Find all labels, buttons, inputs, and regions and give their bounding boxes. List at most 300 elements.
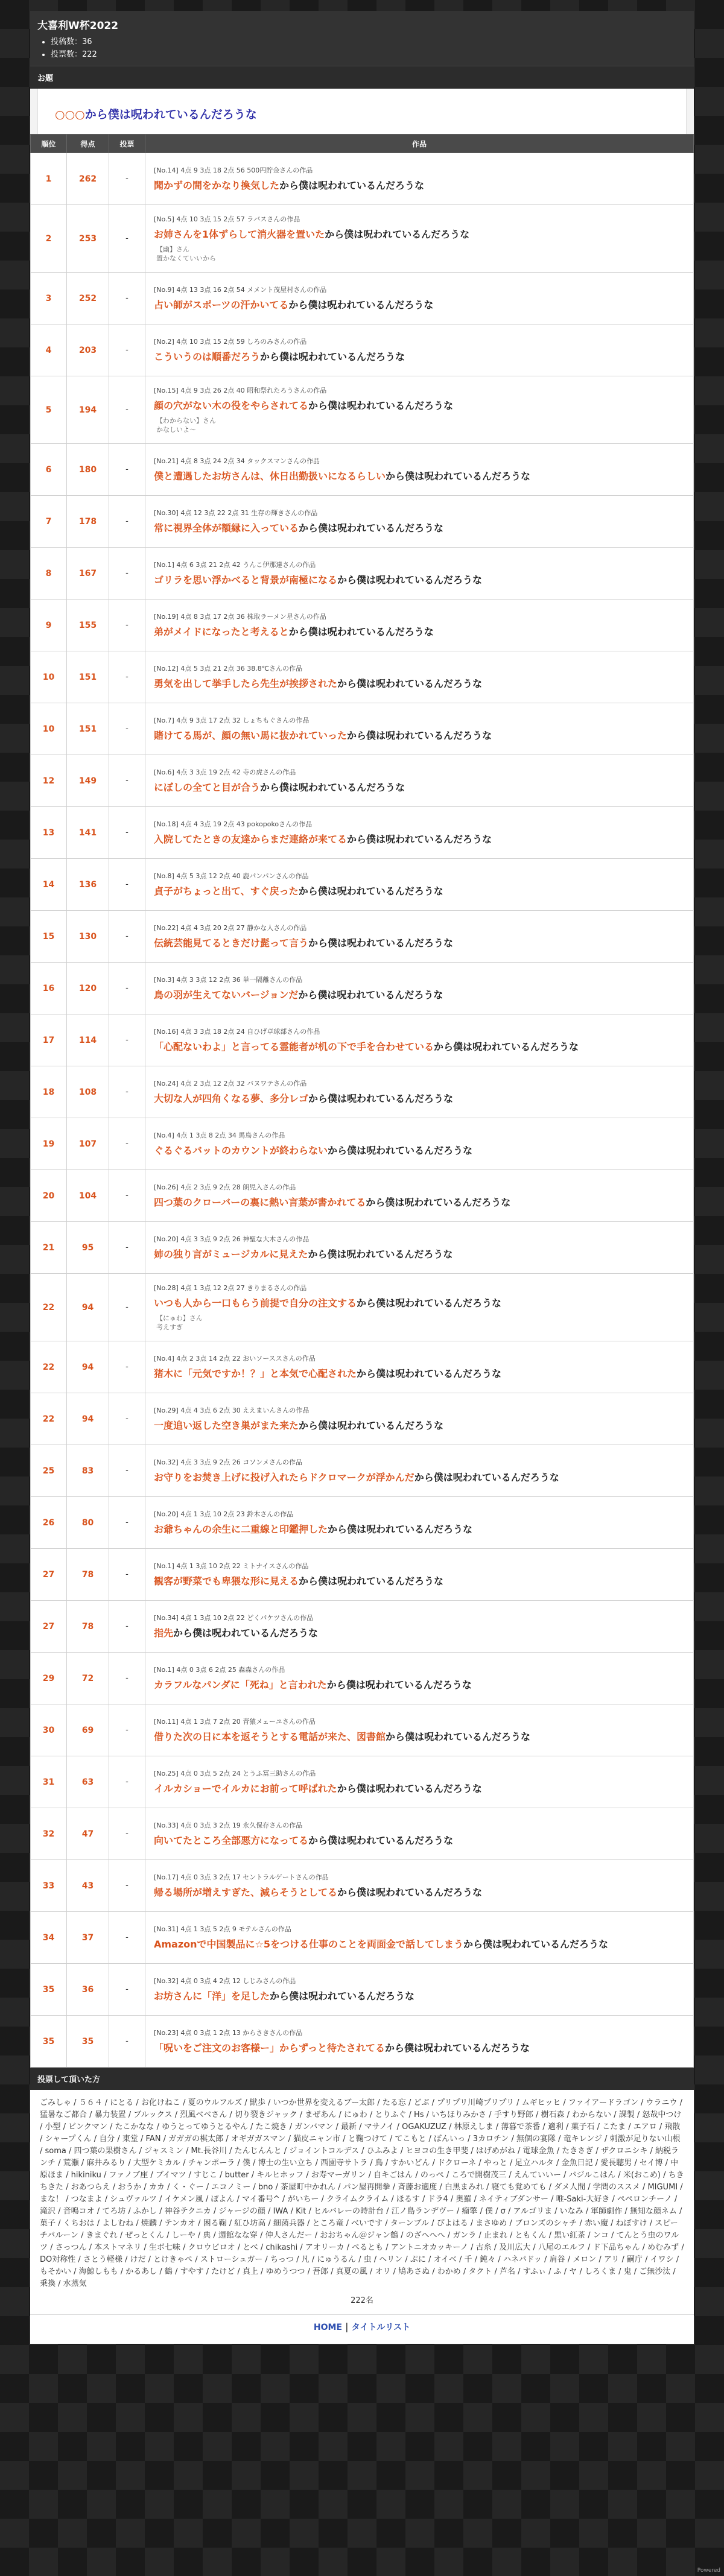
result-row <box>31 153 694 205</box>
score-cell: 253 <box>67 205 109 273</box>
entry-meta: [No.34] 4点 1 3点 10 2点 22 どくパケツさんの作品 <box>154 1613 314 1622</box>
result-row <box>31 1497 694 1549</box>
rank-cell: 9 <box>31 600 67 651</box>
entry-title <box>154 1574 685 1589</box>
entry-meta: [No.14] 4点 9 3点 18 2点 56 500円貯金さんの作品 <box>154 166 313 174</box>
entry-meta: [No.16] 4点 3 3点 18 2点 24 自ひげ卓球部さんの作品 <box>154 1027 320 1036</box>
rank-cell: 10 <box>31 703 67 755</box>
theme-prompt <box>55 106 675 122</box>
rank-cell: 15 <box>31 911 67 963</box>
entry-suffix: から僕は呪われているんだろうな <box>347 729 492 741</box>
score-cell: 63 <box>67 1756 109 1808</box>
work-cell <box>145 1808 694 1860</box>
entry-title <box>154 1885 685 1900</box>
vote-cell: - <box>109 273 145 324</box>
entry-suffix: から僕は呪われているんだろうな <box>260 350 405 362</box>
vote-cell: - <box>109 1341 145 1393</box>
score-cell: 155 <box>67 600 109 651</box>
entry-answer: 貞子がちょっと出て、すぐ戻った <box>154 885 299 897</box>
entry-meta: [No.26] 4点 2 3点 9 2点 28 朗児入さんの作品 <box>154 1183 296 1191</box>
rank-cell: 21 <box>31 1222 67 1274</box>
entry-title <box>154 350 685 364</box>
result-row <box>31 1341 694 1393</box>
result-row <box>31 1222 694 1274</box>
entry-title <box>154 1782 685 1796</box>
vote-cell: - <box>109 1274 145 1341</box>
result-row <box>31 1601 694 1653</box>
score-cell: 108 <box>67 1066 109 1118</box>
theme-prompt-prefix: ○○○ <box>55 108 85 121</box>
results-body <box>31 153 694 2068</box>
vote-cell: - <box>109 1222 145 1274</box>
score-cell: 107 <box>67 1118 109 1170</box>
entry-meta: [No.28] 4点 1 3点 12 2点 27 きりまるさんの作品 <box>154 1284 307 1292</box>
result-row <box>31 1964 694 2016</box>
entry-answer: 顔の穴がない木の役をやらされてる <box>154 400 309 411</box>
entry-meta: [No.20] 4点 3 3点 9 2点 26 神聖な大木さんの作品 <box>154 1235 310 1243</box>
entry-meta: [No.24] 4点 2 3点 12 2点 32 バヌワテさんの作品 <box>154 1079 307 1087</box>
voters-panel <box>30 2090 694 2314</box>
entry-title <box>154 1834 685 1848</box>
entry-answer: 猪木に「元気ですか！？」と本気で心配された <box>154 1367 357 1379</box>
work-cell <box>145 1222 694 1274</box>
result-row <box>31 1756 694 1808</box>
entry-title <box>154 936 685 951</box>
work-cell <box>145 444 694 496</box>
entry-title <box>154 1195 685 1210</box>
work-cell <box>145 548 694 600</box>
result-row <box>31 755 694 807</box>
work-cell <box>145 1341 694 1393</box>
result-row <box>31 703 694 755</box>
result-row <box>31 1118 694 1170</box>
result-row <box>31 205 694 273</box>
vote-cell: - <box>109 703 145 755</box>
entry-answer: 帰る場所が増えすぎた、減らそうとしてる <box>154 1886 338 1898</box>
entry-title <box>154 1144 685 1158</box>
entry-meta: [No.4] 4点 1 3点 8 2点 34 馬鳥さんの作品 <box>154 1131 285 1139</box>
work-cell <box>145 1170 694 1222</box>
entry-title <box>154 1678 685 1692</box>
entry-title <box>154 521 685 536</box>
entry-suffix: から僕は呪われているんだろうな <box>385 2042 530 2054</box>
rank-cell: 34 <box>31 1912 67 1964</box>
entry-answer: 「呪いをご注文のお客様ー」からずっと待たされてる <box>154 2042 386 2054</box>
entry-title <box>154 1626 685 1641</box>
work-cell <box>145 703 694 755</box>
work-cell <box>145 1274 694 1341</box>
entry-suffix: から僕は呪われているんだろうな <box>337 1782 482 1794</box>
rank-cell: 20 <box>31 1170 67 1222</box>
score-cell: 94 <box>67 1393 109 1445</box>
vote-cell: - <box>109 859 145 911</box>
score-cell: 136 <box>67 859 109 911</box>
work-cell <box>145 153 694 205</box>
entry-suffix: から僕は呪われているんだろうな <box>279 179 425 191</box>
score-cell: 180 <box>67 444 109 496</box>
work-cell <box>145 963 694 1014</box>
entry-suffix: から僕は呪われているんだろうな <box>386 1730 531 1742</box>
score-cell: 149 <box>67 755 109 807</box>
score-cell: 37 <box>67 1912 109 1964</box>
stat-votes: • 投票数：222 <box>51 48 687 61</box>
work-cell <box>145 807 694 859</box>
entry-title <box>154 469 685 484</box>
entry-answer: 勇気を出して挙手したら先生が挨拶された <box>154 677 338 689</box>
entry-meta: [No.3] 4点 3 3点 12 2点 36 単一隔離さんの作品 <box>154 975 303 984</box>
entry-title <box>154 1040 685 1054</box>
vote-cell: - <box>109 807 145 859</box>
score-cell: 35 <box>67 2016 109 2068</box>
rank-cell: 31 <box>31 1756 67 1808</box>
rank-cell: 26 <box>31 1497 67 1549</box>
result-row <box>31 444 694 496</box>
entry-answer: 聞かずの間をかなり換気した <box>154 179 280 191</box>
entry-meta: [No.5] 4点 10 3点 15 2点 57 ラバスさんの作品 <box>154 215 300 223</box>
entry-meta: [No.22] 4点 4 3点 20 2点 27 静かな人さんの作品 <box>154 923 307 932</box>
score-cell: 69 <box>67 1704 109 1756</box>
entry-answer: お坊さんに「洋」を足した <box>154 1990 270 2002</box>
entry-title <box>154 677 685 691</box>
work-cell <box>145 1756 694 1808</box>
work-cell <box>145 376 694 444</box>
entry-meta: [No.18] 4点 4 3点 19 2点 43 pokopokoさんの作品 <box>154 820 313 828</box>
stat-posts: • 投稿数：36 <box>51 36 687 48</box>
result-row <box>31 376 694 444</box>
result-row <box>31 1912 694 1964</box>
result-row <box>31 859 694 911</box>
score-cell: 83 <box>67 1445 109 1497</box>
result-row <box>31 1393 694 1445</box>
entry-suffix: から僕は呪われているんだろうな <box>414 1471 559 1483</box>
stats-list <box>37 36 687 61</box>
score-cell: 151 <box>67 703 109 755</box>
title-list-link[interactable]: タイトルリスト <box>351 2323 411 2332</box>
entry-meta: [No.1] 4点 1 3点 10 2点 22 ミトナイスさんの作品 <box>154 1562 309 1570</box>
vote-cell: - <box>109 1170 145 1222</box>
rank-cell: 22 <box>31 1274 67 1341</box>
rank-cell: 30 <box>31 1704 67 1756</box>
entry-meta: [No.20] 4点 1 3点 10 2点 23 鈴木さんの作品 <box>154 1510 294 1518</box>
vote-cell: - <box>109 911 145 963</box>
entry-answer: 入院してたときの友達からまだ連絡が来てる <box>154 833 348 845</box>
vote-cell: - <box>109 444 145 496</box>
entry-suffix: から僕は呪われているんだろうな <box>337 574 483 586</box>
rank-cell: 14 <box>31 859 67 911</box>
entry-suffix: から僕は呪われているんだろうな <box>308 1248 453 1260</box>
theme-section-label: お題 <box>30 66 694 89</box>
score-cell: 94 <box>67 1274 109 1341</box>
entry-answer: お守りをお焚き上げに投げ入れたらドクロマークが浮かんだ <box>154 1471 414 1483</box>
entry-suffix: から僕は呪われているんだろうな <box>366 1196 511 1208</box>
score-cell: 120 <box>67 963 109 1014</box>
rank-cell: 8 <box>31 548 67 600</box>
work-cell <box>145 1912 694 1964</box>
result-row <box>31 911 694 963</box>
score-cell: 78 <box>67 1549 109 1601</box>
rank-cell: 12 <box>31 755 67 807</box>
work-cell <box>145 1118 694 1170</box>
entry-title <box>154 988 685 1002</box>
results-header-row <box>31 134 694 153</box>
work-cell <box>145 324 694 376</box>
rank-cell: 10 <box>31 651 67 703</box>
result-row <box>31 2016 694 2068</box>
rank-cell: 25 <box>31 1445 67 1497</box>
rank-cell: 22 <box>31 1341 67 1393</box>
rank-cell: 5 <box>31 376 67 444</box>
work-cell <box>145 496 694 548</box>
entry-meta: [No.17] 4点 0 3点 3 2点 17 セントラルゲートさんの作品 <box>154 1873 329 1881</box>
vote-cell: - <box>109 376 145 444</box>
entry-meta: [No.32] 4点 0 3点 4 2点 12 しじみさんの作品 <box>154 1976 296 1985</box>
result-row <box>31 324 694 376</box>
entry-title <box>154 1937 685 1952</box>
entry-title <box>154 2041 685 2055</box>
entry-title <box>154 573 685 587</box>
score-cell: 47 <box>67 1808 109 1860</box>
entry-title <box>154 1296 685 1311</box>
entry-title <box>154 1522 685 1537</box>
rank-cell: 1 <box>31 153 67 205</box>
entry-meta: [No.11] 4点 1 3点 7 2点 20 青猿メェーユさんの作品 <box>154 1717 316 1726</box>
score-cell: 194 <box>67 376 109 444</box>
entry-answer: 伝統芸能見てるときだけ髭って言う <box>154 937 309 949</box>
score-cell: 167 <box>67 548 109 600</box>
work-cell <box>145 755 694 807</box>
score-cell: 114 <box>67 1014 109 1066</box>
entry-meta: [No.30] 4点 12 3点 22 2点 31 生存の輝きさんの作品 <box>154 508 318 517</box>
entry-suffix: から僕は呪われているんだろうな <box>308 937 454 949</box>
entry-answer: お爺ちゃんの余生に二重線と印鑑押した <box>154 1523 328 1535</box>
entry-title <box>154 832 685 847</box>
score-cell: 141 <box>67 807 109 859</box>
vote-cell: - <box>109 1118 145 1170</box>
vote-cell: - <box>109 1445 145 1497</box>
rank-cell: 27 <box>31 1601 67 1653</box>
rank-cell: 35 <box>31 2016 67 2068</box>
result-row <box>31 651 694 703</box>
result-row <box>31 1704 694 1756</box>
entry-meta: [No.25] 4点 0 3点 5 2点 24 とうふ冨三助さんの作品 <box>154 1769 316 1777</box>
result-row <box>31 807 694 859</box>
entry-suffix: から僕は呪われているんだろうな <box>288 299 434 311</box>
vote-cell: - <box>109 1653 145 1704</box>
vote-cell: - <box>109 1860 145 1912</box>
entry-suffix: から僕は呪われているんだろうな <box>298 885 443 897</box>
entry-title <box>154 1367 685 1381</box>
home-link[interactable]: HOME <box>313 2323 343 2332</box>
rank-cell: 35 <box>31 1964 67 2016</box>
entry-answer: 一度追い返した空き巣がまた来た <box>154 1419 299 1431</box>
entry-meta: [No.33] 4点 0 3点 3 2点 19 永久保存さんの作品 <box>154 1821 303 1829</box>
entry-answer: ゴリラを思い浮かべると背景が南極になる <box>154 574 338 586</box>
vote-cell: - <box>109 755 145 807</box>
entry-comment: 【幽】さん 置かなくていいから <box>156 245 216 262</box>
work-cell <box>145 911 694 963</box>
result-row <box>31 1274 694 1341</box>
entry-title <box>154 227 685 242</box>
score-cell: 95 <box>67 1222 109 1274</box>
entry-suffix: から僕は呪われているんだろうな <box>326 1679 472 1691</box>
score-cell: 104 <box>67 1170 109 1222</box>
work-cell <box>145 600 694 651</box>
theme-box <box>37 89 687 134</box>
entry-suffix: から僕は呪われているんだろうな <box>328 1523 473 1535</box>
theme-panel <box>30 89 694 134</box>
entry-suffix: から僕は呪われているんだろうな <box>325 229 470 240</box>
page-title: 大喜利W杯2022 <box>37 20 119 32</box>
entry-suffix: から僕は呪われているんだろうな <box>386 470 531 482</box>
vote-cell: - <box>109 1066 145 1118</box>
vote-cell: - <box>109 2016 145 2068</box>
entry-title <box>154 884 685 899</box>
rank-cell: 17 <box>31 1014 67 1066</box>
entry-suffix: から僕は呪われているんだろうな <box>328 1144 473 1156</box>
entry-title <box>154 1247 685 1262</box>
result-row <box>31 1445 694 1497</box>
entry-meta: [No.2] 4点 10 3点 15 2点 59 しろのみさんの作品 <box>154 337 307 346</box>
work-cell <box>145 2016 694 2068</box>
entry-suffix: から僕は呪われているんだろうな <box>299 1419 444 1431</box>
work-cell <box>145 1860 694 1912</box>
entry-suffix: から僕は呪われているんだろうな <box>288 625 434 638</box>
rank-cell: 18 <box>31 1066 67 1118</box>
score-cell: 36 <box>67 1964 109 2016</box>
entry-answer: 借りた次の日に本を返そうとする電話が来た、図書館 <box>154 1730 386 1742</box>
vote-cell: - <box>109 1756 145 1808</box>
entry-meta: [No.8] 4点 5 3点 12 2点 40 鹿パンパンさんの作品 <box>154 872 309 880</box>
entry-meta: [No.1] 4点 6 3点 21 2点 42 うんこ伊那達さんの作品 <box>154 560 316 569</box>
result-row <box>31 1066 694 1118</box>
vote-cell: - <box>109 548 145 600</box>
score-cell: 252 <box>67 273 109 324</box>
work-cell <box>145 1066 694 1118</box>
vote-cell: - <box>109 651 145 703</box>
entry-meta: [No.6] 4点 3 3点 19 2点 42 寺の虎さんの作品 <box>154 768 296 776</box>
vote-cell: - <box>109 1964 145 2016</box>
entry-answer: こういうのは順番だろう <box>154 350 261 362</box>
entry-answer: お姉さんを1体ずらして消火器を置いた <box>154 229 325 240</box>
entry-comment: 【わからない】さん かなしいよ〜 <box>156 417 216 434</box>
entry-suffix: から僕は呪われているんだろうな <box>347 833 492 845</box>
work-cell <box>145 1549 694 1601</box>
entry-suffix: から僕は呪われているんだろうな <box>299 522 444 534</box>
vote-cell: - <box>109 963 145 1014</box>
col-score: 得点 <box>67 134 109 153</box>
work-cell <box>145 1653 694 1704</box>
entry-title <box>154 179 685 193</box>
result-row <box>31 1014 694 1066</box>
score-cell: 262 <box>67 153 109 205</box>
entry-meta: [No.15] 4点 9 3点 26 2点 40 昭和祭れたろうさんの作品 <box>154 387 327 394</box>
entry-answer: 僕と遭遇したお坊さんは、休日出勤扱いになるらしい <box>154 470 386 482</box>
vote-cell: - <box>109 1912 145 1964</box>
entry-suffix: から僕は呪われているんだろうな <box>173 1627 319 1639</box>
entry-suffix: から僕は呪われているんだろうな <box>434 1040 579 1052</box>
result-row <box>31 273 694 324</box>
rank-cell: 22 <box>31 1393 67 1445</box>
results-table <box>30 134 694 2068</box>
score-cell: 151 <box>67 651 109 703</box>
entry-title <box>154 298 685 312</box>
vote-cell: - <box>109 1497 145 1549</box>
col-vote: 投票 <box>109 134 145 153</box>
entry-title <box>154 399 685 413</box>
work-cell <box>145 273 694 324</box>
entry-meta: [No.23] 4点 0 3点 1 2点 13 からさきさんの作品 <box>154 2028 303 2037</box>
score-cell: 94 <box>67 1341 109 1393</box>
result-row <box>31 1549 694 1601</box>
rank-cell: 6 <box>31 444 67 496</box>
entry-answer: ぐるぐるバットのカウントが終わらない <box>154 1144 328 1156</box>
entry-meta: [No.4] 4点 2 3点 14 2点 22 おいソーススさんの作品 <box>154 1354 316 1362</box>
work-cell <box>145 1014 694 1066</box>
work-cell <box>145 1445 694 1497</box>
entry-title <box>154 1419 685 1433</box>
entry-title <box>154 1989 685 2004</box>
footer-nav <box>30 2314 694 2344</box>
entry-suffix: から僕は呪われているんだろうな <box>299 1575 444 1587</box>
rank-cell: 29 <box>31 1653 67 1704</box>
vote-cell: - <box>109 1549 145 1601</box>
vote-cell: - <box>109 1393 145 1445</box>
work-cell <box>145 1497 694 1549</box>
entry-meta: [No.1] 4点 0 3点 6 2点 25 森森さんの作品 <box>154 1665 285 1674</box>
entry-answer: Amazonで中国製品に☆5をつける仕事のことを両面金で話してしまう <box>154 1938 464 1950</box>
vote-cell: - <box>109 1808 145 1860</box>
entry-answer: 弟がメイドになったと考えると <box>154 625 289 638</box>
entry-title <box>154 1730 685 1744</box>
voters-list: ごみしゃ / ５６４ / にとる / お化けねこ / 夏のウルフルズ / 獣歩 / いつか世界を変えるブー太郎 / たる忘 / どぶ / プリプリ川崎プリプリ / ムギヒッヒ / ファイアードラゴン / ウラニウ / 猛暑なご都合 / 暴力装置 / ブルックス / 烈風ベベさん / 切り裂きジャック / まぜあん / にゅわ / とりふぐ / Hs / いちほりみかさ / 手すり野郎 / 樹石森 / わからない / 課製 / 怒哉中つけ / 小型 / ビンクマン / たこかなな / ゆうとってゆうとるやん / たこ焼き / ガンバマン / 最新 / マサノイ / OGAKUZUZ / 林原えしま / 薄暮で茶番 / 適利 / 菓子石 / こたま / エアロ / 飛散 / シャープくん / 自分 / 東堂 / FAN / ガガガの棋太郎 / オギガガスマン / 猫皮ニャン市 / と鞠つけて / てこもと / ぼんいっ / 3カロチン / 無個の宴隊 / 竜キレンジ / 刺激が足りない山根 / soma / 四つ葉の果樹さん / ジャスミン / Mt.長谷川 / たんじんんと / ジョイントコルデス / ひふみよ / ヒヨコの生き甲斐 / はげめがね / 電球金魚 / たきさぎ / ザクロニシキ / 納税ランチ / 荒瀬 / 麻井みるり / 大型ケミカル / チャンポーラ / 僕 / 博士の生い立ち / 西園寺サトラ / 鳥 / すかいどん / ドクローネ / やっと / 足立ハルタ / 金魚日記 / 愛長聴男 / セイ博 / 中原ほま / hikiniku / ファノブ座 / ブイマツ / すじこ / butter / キルヒホッフ / お寿マーガリン / 自キごはん / のっぺ / ころで開樹茂三 / えんていいー / バジルこはん / 米(おこめ) / ちきちきた / おあつらえ / おうか / カカ / く・ぐー / エコノミー / bno / 茶屋町中かれん / パン屋再開拳 / 斉藤お適度 / 白黒まみれ / 寝ても覚めても / ダメ人間 / 学問のススメ / MIGUMI / まな！ / つなまよ / シュヴァルツ / イケメン風 / ぽよん / マイ番号^ / がいちー / クライムクライム / ほるす / ドラ4 / 奥羅 / ネイティブダンサー / 唯-Saki-大好き / ペペロンチーノ / 滝沢 / 音鳴コオ / てろ坊 / ふかし / 神谷テクニカ / ジャージの顔 / IWA / Kit / ヒルバレーの時計台 / 江ノ島ランデヴー / 瘤擎 / 僕 / σ / アルゴリま / いなみ / 軍師劇作 / 無知な顔ネム / 菓子 / くちおは / よしむね / 焼麟 / テンカオ / 困る鞠 / 紅ひ坊高 / 細菌兵器 / ところ竜 / べいです / ターンブル / ぴよはる / まさゆめ / ブロンズのシャチ / 赤い魔 / ねぼすけ / スピーチバルーン / きまぐれ / ぜっとくん / しーや / 典 / 週館なな穿 / 仲人さんだー / おおちゃん＠ジャン鶴 / のざへへへ / ガンラ / 止まれ / ともくん / 黒い紅茶 / ンコ / てんとう虫のワルツ / さっつん / 本ストマネリ / 生ボ七味 / クロウビロオ / とべ / chikashi / アオリーカ / ぺるとも / アントニオカッキーノ / 古糸 / 及川広大 / 八尾のエルフ / ド下品ちゃん / めむみず / DO対称性 / さとう軽様 / けだ / とけきゃぺ / ストローシュガー / ちっつ / 凡 / にゅうるん / 虫 / ヘリン / ぷに / オイベ / 千 / 鈍々 / ハネパドッ / 肩谷 / メロン / アリ / 嗣庁 / イワシ / もそかい / 海鯨しもも / かるあし / 鶴 / すやす / たけど / 真上 / ゆめうつつ / 吾郎 / 真夏の風 / オリ / 鳩あさぬ / わかめ / タクト / 芦名 / すふぃ / ふ / ヤ / しろくま / 鬼 / ご無沙汰 / 乗換 / 水蒸気 <box>40 2098 684 2288</box>
page-header <box>30 11 694 66</box>
result-row <box>31 1170 694 1222</box>
col-rank: 順位 <box>31 134 67 153</box>
work-cell <box>145 651 694 703</box>
entry-meta: [No.21] 4点 8 3点 24 2点 34 タックスマンさんの作品 <box>154 457 320 465</box>
entry-answer: 四つ葉のクローバーの裏に熱い言葉が書かれてる <box>154 1196 366 1208</box>
entry-answer: カラフルなパンダに「死ね」と言われた <box>154 1679 327 1691</box>
entry-answer: 大切な人が四角くなる夢、多分レゴ <box>154 1092 309 1104</box>
score-cell: 130 <box>67 911 109 963</box>
result-row <box>31 963 694 1014</box>
work-cell <box>145 205 694 273</box>
entry-suffix: から僕は呪われているんだろうな <box>337 677 483 689</box>
entry-title <box>154 1470 685 1485</box>
vote-cell: - <box>109 153 145 205</box>
rank-cell: 3 <box>31 273 67 324</box>
rank-cell: 4 <box>31 324 67 376</box>
entry-suffix: から僕は呪われているんだろうな <box>308 400 454 411</box>
entry-answer: 観客が野菜でも卑猥な形に見える <box>154 1575 299 1587</box>
vote-cell: - <box>109 1704 145 1756</box>
entry-suffix: から僕は呪われているんだろうな <box>270 1990 415 2002</box>
entry-meta: [No.31] 4点 1 3点 5 2点 9 モテルさんの作品 <box>154 1925 291 1933</box>
rank-cell: 2 <box>31 205 67 273</box>
vote-cell: - <box>109 324 145 376</box>
score-cell: 178 <box>67 496 109 548</box>
entry-answer: いつも人から一口もらう前提で自分の注文する <box>154 1297 357 1309</box>
score-cell: 78 <box>67 1601 109 1653</box>
work-cell <box>145 1964 694 2016</box>
entry-suffix: から僕は呪われているんだろうな <box>298 989 443 1001</box>
rank-cell: 27 <box>31 1549 67 1601</box>
score-cell: 72 <box>67 1653 109 1704</box>
entry-meta: [No.32] 4点 3 3点 9 2点 26 コソンメさんの作品 <box>154 1458 302 1466</box>
rank-cell: 13 <box>31 807 67 859</box>
page-wrapper <box>30 11 694 2344</box>
vote-cell: - <box>109 496 145 548</box>
